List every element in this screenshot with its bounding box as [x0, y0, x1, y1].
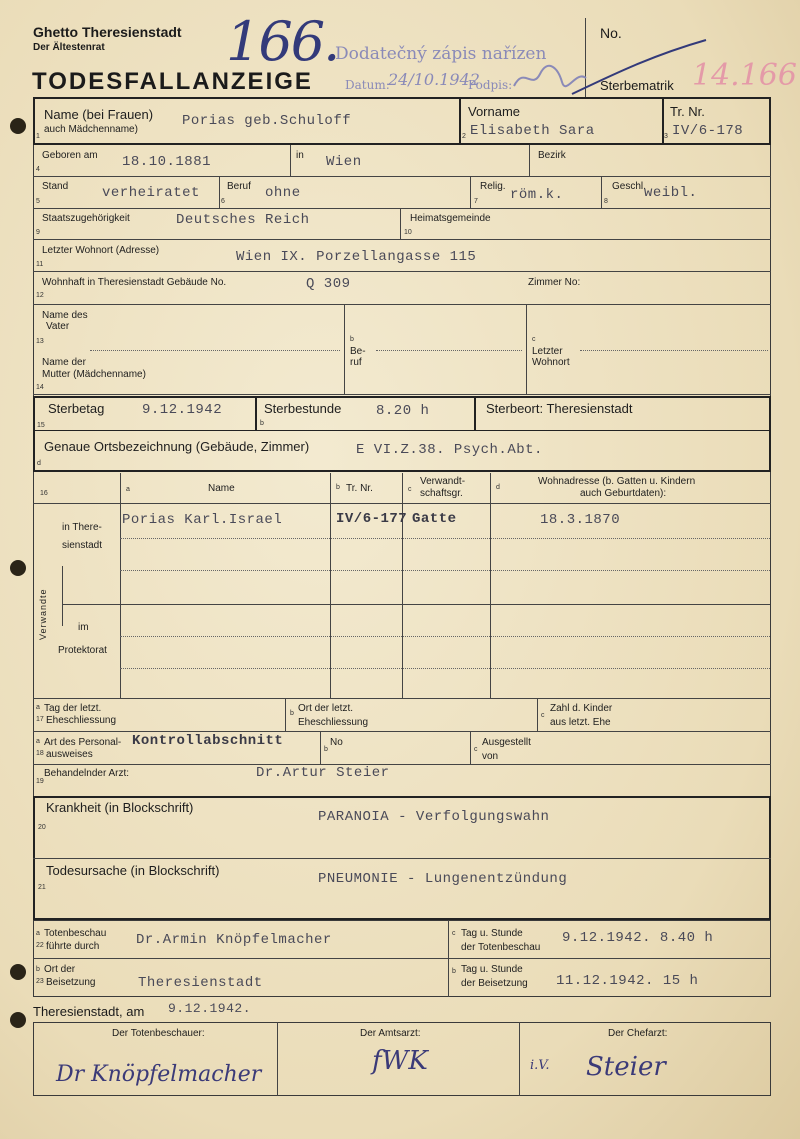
fill-line	[580, 350, 768, 351]
geboren-value: 18.10.1881	[122, 154, 212, 170]
ortsbez-label: Genaue Ortsbezeichnung (Gebäude, Zimmer)	[44, 439, 310, 454]
krankheit-label: Krankheit (in Blockschrift)	[46, 800, 194, 815]
ort-bs-value: Theresienstadt	[138, 975, 263, 991]
death-notice-form: Ghetto Theresienstadt Der Ältestenrat TODESFALLANZEIGE No. Sterbematrik 14.166 166. Dodatečný zápis nařízen Datum: 24/10.1942 Podpis: Name (bei Frauen) auch Mädchenname) 1 Porias geb.Schuloff Vorname 2 Elisabeth Sara Tr. Nr. 3 IV/6-178 Geboren am 4 18.10.1881 in Wien Bezirk Stand 5 verheiratet Beruf 6 ohne Relig. 7 röm.k. Geschl. 8 weibl. Staatszugehörigkeit 9 Deutsches Reich Heimatsgemeinde 10 Letzter Wohnort (Adresse) 11 Wien IX. Porzellangasse 115 Wohnhaft in Theresienstadt Gebäude No. 12 Q 309 Zimmer No: Name des Vater 13 Name der Mutter (Mädchenname) 14 b Be- ruf c Letzter Wohnort Sterbetag 15 9.12.1942 Sterbestunde b 8.20 h Sterbeort: Theresienstadt Genaue Ortsbezeichnung (Gebäude, Zimmer) d E VI.Z.38. Psych.Abt. 16 a Name b Tr. Nr. c Verwandt- schaftsgr. d Wohnadresse (b. Gatten u. Kindern auch Geburtdaten): in There- sienstadt Verwandte im Protektorat Porias Karl.Israel IV/6-177 Gatte 18.3.1870 a Tag der letzt. 17 Eheschliessung b Ort der letzt. Eheschliessung c Zahl d. Kinder aus letzt. Ehe a Art des Personal- 18 ausweises Kontrollabschnitt b No c Ausgestellt von Behandelnder Arzt: 19 Dr.Artur Steier Krankheit (in Blockschrift) 20 PARANOIA - Verfolgungswahn Todesursache (in Blockschrift) 21 PNEUMONIE - Lungenentzündung a Totenbeschau 22 führte durch Dr.Armin Knöpfelmacher c Tag u. Stunde der Totenbeschau 9.12.1942. 8.40 h b Ort der 23 Beisetzung Theresienstadt b Tag u. Stunde der Beisetzung 11.12.1942. 15 h Theresienstadt, am 9.12.1942. Der Totenbeschauer: Der Amtsarzt: Der Chefarzt: Dr Knöpfelmacher fWK i.V. Steier	[0, 0, 800, 1139]
totenbeschau-label: Totenbeschau	[44, 928, 107, 939]
arzt-value: Dr.Artur Steier	[256, 765, 390, 781]
mutter-label: Name der	[42, 357, 86, 368]
rel-col-trnr: Tr. Nr.	[346, 483, 373, 494]
stamp-datum-label: Datum:	[345, 78, 390, 92]
tag-tb-label: Tag u. Stunde	[461, 928, 523, 939]
wohnort-value: Wien IX. Porzellangasse 115	[236, 249, 477, 265]
tag-eh-label-2: Eheschliessung	[46, 715, 117, 726]
zahl-label-2: aus letzt. Ehe	[550, 717, 611, 728]
row-line	[33, 764, 771, 765]
fill-line	[120, 538, 770, 539]
divider	[474, 396, 476, 430]
row-line	[33, 394, 771, 395]
vorname-label: Vorname	[468, 104, 521, 119]
divider	[255, 396, 257, 430]
fill-line	[120, 636, 770, 637]
punch-hole	[10, 964, 26, 980]
rel-row-trnr: IV/6-177	[336, 511, 408, 527]
geschl-value: weibl.	[644, 185, 698, 201]
vorname-value: Elisabeth Sara	[470, 123, 595, 139]
ghetto-heading: Ghetto Theresienstadt	[33, 24, 182, 40]
sterbematrik-label: Sterbematrik	[600, 78, 674, 93]
stand-value: verheiratet	[102, 185, 200, 201]
divider	[400, 208, 401, 239]
geschl-label: Geschl.	[612, 181, 646, 192]
krankheit-value: PARANOIA - Verfolgungswahn	[318, 809, 550, 825]
row-line	[120, 604, 770, 605]
date-value: 9.12.1942.	[168, 1001, 252, 1016]
punch-hole	[10, 1012, 26, 1028]
ort-bs-label: Ort der	[44, 964, 76, 975]
zimmer-label: Zimmer No:	[528, 277, 581, 288]
punch-hole	[10, 560, 26, 576]
row-line	[33, 239, 771, 240]
staats-label: Staatszugehörigkeit	[42, 213, 130, 224]
divider	[459, 97, 461, 145]
trnr-value: IV/6-178	[672, 123, 744, 139]
beruf-value: ohne	[265, 185, 301, 201]
in-there-label-2: sienstadt	[62, 540, 103, 551]
heimat-label: Heimatsgemeinde	[410, 213, 491, 224]
ursache-value: PNEUMONIE - Lungenentzündung	[318, 871, 568, 887]
wohnort-label: Letzter Wohnort (Adresse)	[42, 245, 160, 256]
name-value: Porias geb.Schuloff	[182, 113, 352, 129]
header-pen-stroke-icon	[570, 36, 710, 96]
protektorat-label: Protektorat	[58, 645, 107, 656]
divider	[402, 473, 403, 698]
letzter-label: Letzter	[532, 346, 563, 357]
divider	[526, 304, 527, 394]
divider	[320, 731, 321, 764]
ort-eh-label-2: Eheschliessung	[298, 717, 369, 728]
fill-line	[120, 668, 770, 669]
row-line	[33, 430, 771, 431]
punch-hole	[10, 118, 26, 134]
fill-line	[90, 350, 340, 351]
vater-label: Name des	[42, 310, 88, 321]
tag-bs-value: 11.12.1942. 15 h	[556, 973, 699, 989]
divider	[219, 176, 220, 208]
art-label-2: ausweises	[46, 749, 93, 760]
in-there-label: in There-	[62, 522, 102, 533]
divider	[290, 145, 291, 176]
art-value: Kontrollabschnitt	[132, 733, 284, 749]
no-label: No.	[600, 25, 622, 41]
relig-label: Relig.	[480, 181, 506, 192]
ausweis-no-label: No	[330, 737, 343, 748]
vater-label-2: Vater	[46, 321, 70, 332]
divider	[537, 698, 538, 731]
gebaeude-value: Q 309	[306, 276, 351, 292]
stamp-text: Dodatečný zápis nařízen	[335, 44, 547, 64]
tag-tb-label-2: der Totenbeschau	[461, 942, 541, 953]
divider	[62, 566, 63, 626]
divider	[330, 473, 331, 698]
row-line	[33, 958, 771, 959]
row-line	[33, 271, 771, 272]
im-label: im	[78, 622, 89, 633]
totenbeschauer-label: Der Totenbeschauer:	[112, 1028, 205, 1039]
signature-chefarzt: Steier	[586, 1052, 666, 1082]
ort-bs-label-2: Beisetzung	[46, 977, 96, 988]
chefarzt-label: Der Chefarzt:	[608, 1028, 668, 1039]
stamp-datum-value: 24/10.1942	[388, 70, 480, 89]
row-line	[33, 731, 771, 732]
divider	[490, 473, 491, 698]
ursache-label: Todesursache (in Blockschrift)	[46, 863, 220, 878]
tag-eh-label: Tag der letzt.	[44, 703, 102, 714]
sterbestunde-value: 8.20 h	[376, 403, 430, 419]
rel-row-verw: Gatte	[412, 511, 457, 527]
sterbetag-label: Sterbetag	[48, 401, 105, 416]
trnr-label: Tr. Nr.	[670, 104, 705, 119]
row-line	[33, 858, 771, 859]
in-label: in	[296, 150, 304, 161]
divider	[448, 920, 449, 997]
amtsarzt-label: Der Amtsarzt:	[360, 1028, 421, 1039]
council-heading: Der Ältestenrat	[33, 42, 105, 53]
rel-col-name: Name	[208, 483, 235, 494]
divider	[277, 1022, 278, 1096]
divider	[470, 176, 471, 208]
relig-value: röm.k.	[510, 187, 564, 203]
divider	[470, 731, 471, 764]
zahl-label: Zahl d. Kinder	[550, 703, 613, 714]
signature-totenbeschauer: Dr Knöpfelmacher	[56, 1062, 262, 1087]
letzter-label-2: Wohnort	[532, 357, 570, 368]
beruf-label: Beruf	[227, 181, 251, 192]
geboren-label: Geboren am	[42, 150, 98, 161]
sterbestunde-label: Sterbestunde	[264, 401, 342, 416]
sterbetag-value: 9.12.1942	[142, 402, 223, 418]
divider	[529, 145, 530, 176]
ort-eh-label: Ort der letzt.	[298, 703, 354, 714]
tag-bs-label-2: der Beisetzung	[461, 978, 528, 989]
tag-tb-value: 9.12.1942. 8.40 h	[562, 930, 714, 946]
divider	[285, 698, 286, 731]
mutter-label-2: Mutter (Mädchenname)	[42, 369, 146, 380]
form-title: TODESFALLANZEIGE	[32, 68, 313, 95]
rel-col-wohn: Wohnadresse (b. Gatten u. Kindern	[538, 476, 696, 487]
rel-col-verw: Verwandt-	[420, 476, 466, 487]
staats-value: Deutsches Reich	[176, 212, 310, 228]
beruf2-label: Be-	[350, 346, 366, 357]
signature-amtsarzt: fWK	[372, 1046, 428, 1076]
name-label: Name (bei Frauen)	[44, 107, 154, 122]
ausgestellt-label: Ausgestellt	[482, 737, 531, 748]
gebaeude-label: Wohnhaft in Theresienstadt Gebäude No.	[42, 277, 227, 288]
divider	[519, 1022, 520, 1096]
totenbeschau-label-2: führte durch	[46, 941, 100, 952]
rel-row-name: Porias Karl.Israel	[122, 512, 283, 528]
beruf2-label-2: ruf	[350, 357, 362, 368]
in-value: Wien	[326, 154, 362, 170]
rel-row-wohn: 18.3.1870	[540, 512, 621, 528]
stamp-podpis-label: Podpis:	[468, 78, 513, 92]
rel-col-verw-2: schaftsgr.	[420, 488, 463, 499]
verwandte-label: Verwandte	[38, 588, 48, 640]
row-line	[33, 176, 771, 177]
date-label: Theresienstadt, am	[33, 1004, 145, 1019]
tag-bs-label: Tag u. Stunde	[461, 964, 523, 975]
totenbeschau-value: Dr.Armin Knöpfelmacher	[136, 932, 332, 948]
divider	[344, 304, 345, 394]
art-label: Art des Personal-	[44, 737, 122, 748]
name-sublabel: auch Mädchenname)	[44, 124, 138, 135]
sterbeort-label: Sterbeort: Theresienstadt	[486, 401, 633, 416]
arzt-label: Behandelnder Arzt:	[44, 768, 130, 779]
row-line	[33, 304, 771, 305]
divider	[120, 473, 121, 698]
sterbematrik-value: 14.166	[692, 58, 797, 93]
row-line	[33, 698, 771, 699]
divider	[601, 176, 602, 208]
ausgestellt-label-2: von	[482, 751, 499, 762]
handwritten-number: 166.	[226, 10, 339, 73]
bezirk-label: Bezirk	[538, 150, 566, 161]
signature-chefarzt-prefix: i.V.	[530, 1058, 550, 1073]
rel-col-wohn-2: auch Geburtdaten):	[580, 488, 667, 499]
fill-line	[376, 350, 522, 351]
stand-label: Stand	[42, 181, 69, 192]
fill-line	[120, 570, 770, 571]
row-line	[33, 208, 771, 209]
row-line	[62, 604, 120, 605]
ortsbez-value: E VI.Z.38. Psych.Abt.	[356, 442, 543, 458]
